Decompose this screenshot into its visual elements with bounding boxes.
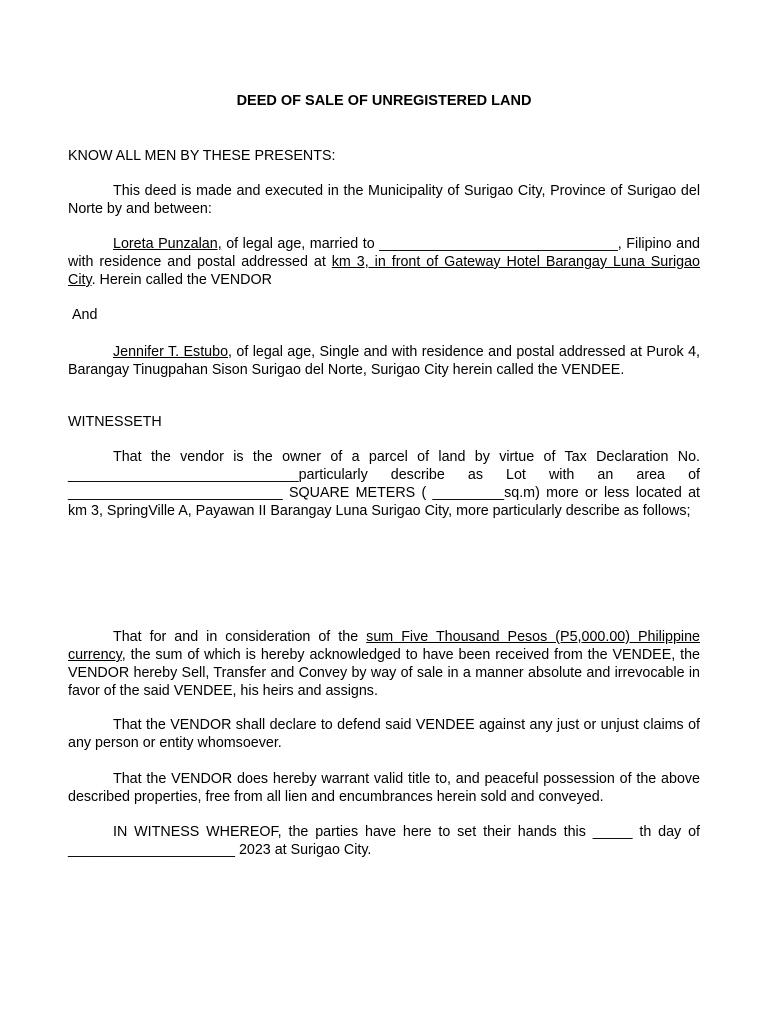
witness-paragraph: IN WITNESS WHEREOF, the parties have here to set their hands this _____ th day of _____________________ 2023 at Surigao City. — [68, 824, 700, 858]
vendor-address: km 3, in front of Gateway Hotel Barangay Luna Surigao City — [68, 254, 700, 288]
vendor-name: Loreta Punzalan, — [113, 236, 222, 252]
intro-paragraph: This deed is made and executed in the Municipality of Surigao City, Province of Surigao del Norte by and between: — [68, 183, 700, 217]
opening-line: KNOW ALL MEN BY THESE PRESENTS: — [68, 148, 336, 164]
vendee-name: Jennifer T. Estubo, — [113, 344, 232, 360]
vendee-paragraph — [68, 343, 700, 379]
defend-paragraph: That the VENDOR shall declare to defend said VENDEE against any just or unjust claims of any person or entity whomsoever. — [68, 717, 700, 751]
and-label: And — [72, 307, 98, 323]
witnesseth-heading: WITNESSETH — [68, 414, 162, 430]
warrant-paragraph: That the VENDOR does hereby warrant valid title to, and peaceful possession of the above described properties, free from all lien and encumbrances herein sold and conveyed. — [68, 771, 700, 805]
vendor-paragraph — [68, 235, 700, 289]
owner-paragraph: That the vendor is the owner of a parcel of land by virtue of Tax Declaration No. _____________________________particularly describe as Lot with an area of ___________________________ SQUARE METERS ( _________sq.m) more or less located at km 3, SpringVille A, Payawan II Barangay Luna Surigao City, more particularly describe as follows; — [68, 449, 700, 519]
consideration-text-b: , the sum of which is hereby acknowledged to have been received from the VENDEE, the VENDOR hereby Sell, Transfer and Convey by way of sale in a manner absolute and irrevocable in favor of the said VENDEE, his heirs and assigns. — [68, 647, 700, 699]
vendee-text: of legal age, Single and with residence and postal addressed at Purok 4, Barangay Tinugpahan Sison Surigao del Norte, Surigao City herein called the VENDEE. — [68, 344, 700, 378]
consideration-sum: sum Five Thousand Pesos (P5,000.00) Philippine currency — [68, 629, 700, 663]
consideration-text-a: That for and in consideration of the — [113, 629, 367, 645]
vendor-text-a: of legal age, married to ______________________________, Filipino and with residence and postal addressed at — [68, 236, 700, 270]
document-title: DEED OF SALE OF UNREGISTERED LAND — [236, 93, 532, 109]
vendor-text-b: . Herein called the VENDOR — [91, 272, 272, 288]
consideration-paragraph — [68, 628, 700, 700]
